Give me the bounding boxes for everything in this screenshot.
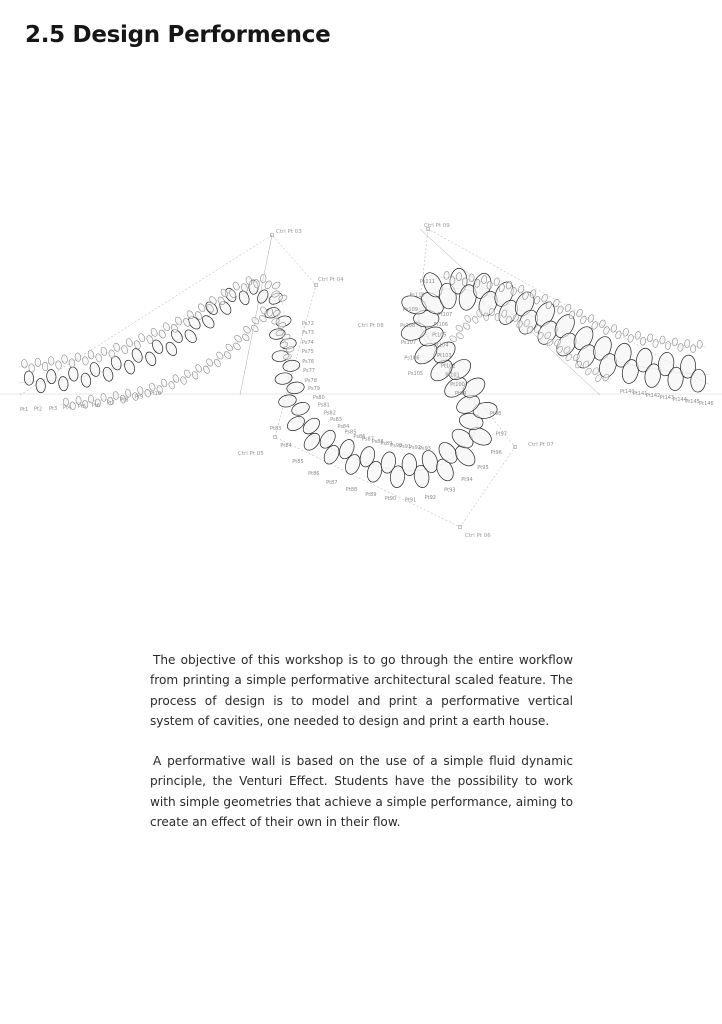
point-label: Ps72	[302, 321, 314, 327]
cavity-loop	[672, 338, 678, 347]
point-label: Pt143	[659, 394, 675, 401]
point-label: Ps84	[337, 423, 350, 430]
point-label: Pt8	[120, 397, 129, 404]
point-label: Ps77	[303, 367, 316, 374]
strand-spine	[60, 310, 291, 405]
point-label: Pt103	[437, 353, 452, 360]
cavity-loop	[100, 393, 106, 402]
paragraph: The objective of this workshop is to go through the entire workflow from printing a simple performative architectural scaled feature. The process of design is to model and print a performative vertical system of cavities, one needed to design and print a earth house.	[150, 653, 573, 728]
cavity-loop	[684, 339, 690, 347]
cavity-loop	[250, 324, 259, 333]
point-label: Pt5	[77, 404, 87, 411]
ctrl-pt-label: Ctrl Pt 03	[276, 229, 302, 235]
point-label: Ps108	[400, 322, 416, 329]
cavity-loop	[68, 366, 79, 382]
ctrl-pt-label: Ctrl Pt 04	[318, 277, 344, 283]
cavity-loop	[74, 352, 81, 361]
cavity-loop	[652, 339, 658, 348]
cavity-loop	[89, 361, 102, 377]
ctrl-pt-label: Ctrl Pt 05	[238, 451, 264, 457]
cavity-loop	[271, 281, 281, 291]
point-label: Ps92	[409, 445, 422, 451]
point-label: Pt6	[91, 402, 101, 409]
cavity-loop	[133, 340, 141, 350]
point-label: Ps106	[404, 355, 420, 362]
cavity-loop	[225, 343, 234, 352]
cavity-loop	[677, 343, 683, 352]
cavity-loop	[197, 303, 206, 313]
body-text	[150, 650, 573, 852]
cavity-loop	[113, 391, 119, 400]
cavity-loop	[162, 322, 171, 332]
cavity-loop	[232, 281, 241, 291]
cavity-loop	[665, 341, 671, 350]
cavity-loop	[55, 360, 62, 369]
cavity-loop	[603, 326, 611, 335]
cavity-loop	[202, 365, 210, 374]
point-label: Pt88	[345, 487, 358, 493]
point-label: Ps93	[419, 445, 432, 452]
point-labels	[20, 279, 714, 503]
cavity-loop	[200, 313, 216, 330]
cavity-loop	[301, 430, 323, 453]
cavity-loop	[58, 376, 69, 391]
cavity-loop	[168, 381, 176, 390]
cavity-loop	[35, 358, 41, 367]
point-label: Pt144	[672, 396, 687, 403]
cavity-loop	[233, 334, 242, 343]
control-point-marker	[274, 436, 277, 439]
point-label: Pt2	[34, 406, 43, 413]
point-label: Ps105	[408, 371, 424, 377]
point-label: Ps78	[305, 377, 317, 384]
point-label: Pt101	[445, 372, 460, 379]
cavity-loop	[592, 367, 600, 376]
point-label: Pt85	[292, 459, 304, 466]
point-label: Pt97	[495, 431, 507, 438]
cavity-strands	[18, 268, 710, 489]
point-label: Pt100	[450, 382, 465, 389]
cavity-loop	[80, 372, 92, 388]
page-title: 2.5 Design Performence	[25, 22, 331, 48]
ctrl-pt-label: Ctrl Pt 06	[465, 533, 491, 539]
point-label: Ps88	[371, 439, 384, 446]
cavity-loop	[462, 322, 471, 331]
point-label: Pt141	[632, 390, 648, 397]
point-label: Pt96	[490, 450, 502, 457]
ctrl-pt-label: Ctrl Pt 07	[528, 442, 554, 448]
point-label: Pt7	[106, 400, 115, 407]
cavity-loop	[123, 359, 137, 376]
point-label: Pt86	[308, 471, 320, 478]
point-label: Pt94	[461, 477, 473, 484]
cavity-loop	[42, 362, 48, 371]
point-label: Ps79	[308, 386, 321, 393]
cavity-loop	[456, 272, 462, 280]
point-label: Ps83	[330, 416, 343, 423]
point-label: Pt92	[424, 495, 436, 501]
cavity-loop	[215, 351, 224, 360]
point-label: Pt87	[326, 479, 338, 486]
point-label: Ps110	[409, 292, 425, 299]
cavity-loop	[150, 327, 159, 337]
cavity-loop	[449, 335, 458, 343]
point-label: Pt93	[444, 487, 456, 494]
cavity-loop	[46, 369, 56, 384]
point-label: Pt105	[432, 332, 447, 339]
point-label: Pt1	[20, 407, 29, 413]
cavity-loop	[697, 340, 702, 348]
point-label: Ps82	[324, 410, 336, 417]
point-label: Pt83	[270, 426, 282, 432]
paragraph: A performative wall is based on the use of a simple fluid dynamic principle, the Venturi Effect. Students have the possibility to work with simple geometries that achieve a simple performance, aiming to create an effect of their own in their flow.	[150, 754, 573, 830]
cavity-loop	[455, 324, 464, 332]
cavity-loop	[61, 355, 68, 364]
cavity-loop	[36, 378, 46, 393]
point-label: Ps109	[402, 307, 418, 314]
point-label: Ps86	[353, 433, 366, 440]
cavity-loop	[82, 356, 89, 365]
cavity-loop	[564, 303, 572, 312]
point-label: Ps90	[390, 443, 403, 449]
cavity-loop	[587, 314, 595, 323]
point-label: Ps73	[302, 330, 315, 336]
cavity-loop	[584, 367, 592, 376]
cavity-loop	[489, 308, 494, 316]
cavity-loop	[251, 316, 260, 325]
cavity-loop	[144, 350, 158, 367]
cavity-loop	[647, 333, 654, 342]
point-label: Pt145	[685, 398, 700, 405]
cavity-loop	[640, 337, 647, 346]
cavity-loop	[21, 359, 28, 368]
point-label: Ps81	[317, 402, 330, 409]
cavity-loop	[138, 333, 146, 343]
point-label: Ps85	[344, 429, 357, 436]
cavity-loop	[158, 329, 167, 339]
point-label: Pt91	[404, 497, 417, 504]
point-label: Pt140	[620, 389, 635, 395]
point-label: Pt106	[433, 321, 449, 328]
design-diagram	[0, 215, 722, 545]
point-label: Pt95	[477, 465, 489, 472]
cavity-loop	[180, 376, 188, 385]
point-label: Pt104	[433, 342, 449, 349]
cavity-loop	[69, 358, 76, 367]
point-label: Ps74	[301, 340, 314, 346]
cavity-loop	[241, 333, 250, 342]
cavity-loop	[183, 328, 199, 345]
point-label: Pt90	[384, 495, 397, 502]
cavity-loop	[164, 340, 179, 357]
diagram-canvas	[0, 215, 722, 545]
cavity-loop	[533, 295, 541, 304]
point-label: Pt142	[645, 392, 661, 399]
ctrl-pt-label: Ctrl Pt 09	[424, 223, 450, 229]
point-label: Pt107	[437, 311, 453, 318]
cavity-loop	[125, 389, 132, 398]
cavity-loop	[449, 276, 455, 284]
cavity-loop	[24, 371, 34, 386]
point-label: Pt84	[280, 443, 292, 450]
point-label: Pt4	[63, 405, 72, 412]
point-label: Ps111	[419, 279, 435, 286]
cavity-loop	[242, 325, 251, 334]
cavity-loop	[690, 345, 696, 353]
point-label: Pt89	[365, 492, 377, 499]
cavity-loop	[659, 336, 665, 345]
cavity-loop	[172, 374, 180, 383]
point-label: Ps87	[362, 436, 374, 443]
cavity-loop	[634, 331, 641, 340]
point-label: Pt146	[699, 400, 714, 407]
cavity-loop	[232, 342, 241, 351]
point-label: Ps91	[399, 444, 412, 451]
cavity-loop	[591, 321, 599, 330]
cavity-loop	[213, 358, 222, 368]
point-label: Pt3	[49, 405, 58, 412]
cavity-loop	[576, 308, 584, 317]
point-label: Pt98	[490, 411, 502, 418]
point-label: Pt10	[149, 391, 162, 398]
point-label: Pt102	[441, 363, 456, 370]
point-label: Ps107	[401, 339, 417, 346]
point-label: Ps75	[301, 349, 314, 355]
cavity-loop	[48, 356, 55, 365]
cavity-loop	[556, 305, 564, 314]
cavity-loop	[464, 314, 473, 323]
ctrl-pt-label: Ctrl Pt 08	[358, 323, 384, 329]
cavity-loop	[87, 350, 94, 360]
cavity-loop	[282, 359, 300, 373]
point-label: Ps80	[312, 395, 325, 401]
cavity-loop	[223, 350, 232, 359]
point-label: Ps76	[302, 359, 315, 365]
cavity-loop	[444, 271, 450, 279]
cavity-loop	[455, 332, 464, 340]
cavity-loop	[130, 347, 144, 364]
point-label: Ps89	[380, 441, 393, 448]
point-label: Pt9	[135, 394, 144, 401]
point-label: Pt99	[455, 391, 467, 397]
